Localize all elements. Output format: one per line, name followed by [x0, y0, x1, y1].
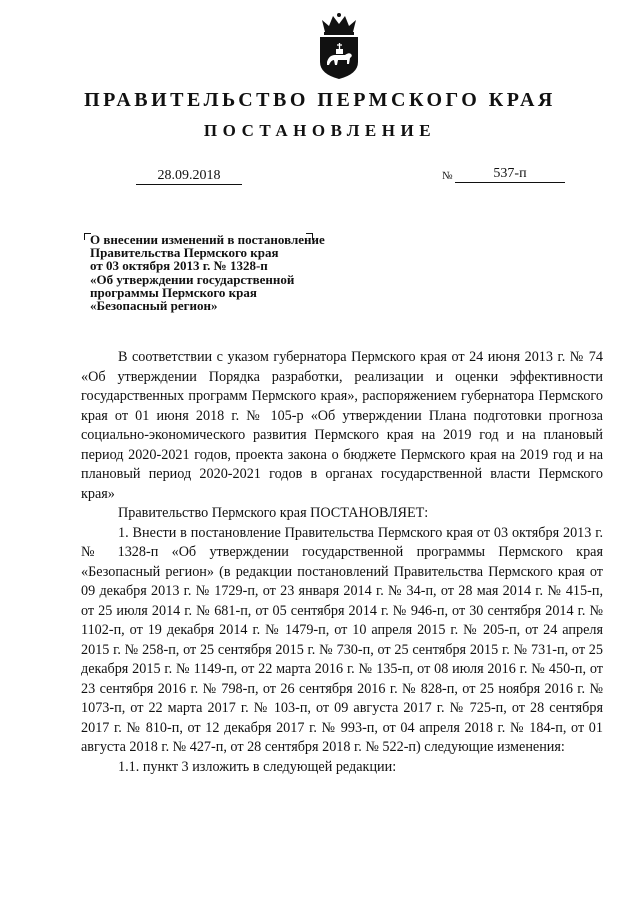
subject-line: «Об утверждении государственной — [90, 271, 295, 287]
subject-line: от 03 октября 2013 г. № 1328-п — [90, 258, 268, 274]
subject-line: Правительства Пермского края — [90, 245, 279, 261]
document-body — [81, 348, 603, 777]
body-paragraph-resolves: Правительство Пермского края ПОСТАНОВЛЯЕТ: — [118, 505, 429, 521]
government-title: ПРАВИТЕЛЬСТВО ПЕРМСКОГО КРАЯ — [84, 89, 556, 111]
body-paragraph-preamble: В соответствии с указом губернатора Пермского края от 24 июня 2013 г. № 74 «Об утверждении Порядка разработки, реализации и оценки эффективности государственных программ Пермского края», распоряжением губернатора Пермского края от 01 июня 2018 г. № 105-р «Об утверждении Плана подготовки прогноза социально-экономического развития Пермского края на 2019 год и на плановый период 2020-2021 годов, проекта закона о бюджете Пермского края на 2019 год и на плановый период 2020-2021 годов в органах государственной власти Пермского края» — [81, 349, 603, 502]
document-number: 537-п — [455, 166, 565, 183]
subject-line: программы Пермского края — [90, 284, 257, 300]
body-paragraph-item-1: 1. Внести в постановление Правительства Пермского края от 03 октября 2013 г. № 1328-п «Об утверждении государственной программы Пермского края «Безопасный регион» (в редакции постановлений Правительства Пермского края от 09 декабря 2013 г. № 1729-п, от 23 января 2014 г. № 34-п, от 28 мая 2014 г. № 415-п, от 25 июля 2014 г. № 681-п, от 05 сентября 2014 г. № 946-п, от 30 сентября 2014 г. № 1102-п, от 19 декабря 2014 г. № 1479-п, от 10 апреля 2015 г. № 205-п, от 24 апреля 2015 г. № 258-п, от 25 сентября 2015 г. № 730-п, от 25 сентября 2015 г. № 731-п, от 25 декабря 2015 г. № 1149-п, от 22 марта 2016 г. № 135-п, от 08 июля 2016 г. № 450-п, от 23 сентября 2016 г. № 798-п, от 26 сентября 2016 г. № 828-п, от 25 ноября 2016 г. № 1073-п, от 22 марта 2017 г. № 103-п, от 09 августа 2017 г. № 725-п, от 28 сентября 2017 г. № 810-п, от 12 декабря 2017 г. № 993-п, от 04 апреля 2018 г. № 184-п, от 01 августа 2018 г. № 427-п, от 28 сентября 2018 г. № 522-п) следующие изменения: — [81, 524, 603, 755]
number-label: № — [442, 170, 453, 182]
subject-line: О внесении изменений в постановление — [90, 232, 325, 247]
document-subject — [90, 233, 380, 312]
document-type: ПОСТАНОВЛЕНИЕ — [203, 121, 437, 140]
body-paragraph-item-1-1: 1.1. пункт 3 изложить в следующей редакции: — [118, 758, 397, 775]
coat-of-arms-icon — [316, 12, 362, 80]
subject-line: «Безопасный регион» — [90, 298, 218, 314]
document-date: 28.09.2018 — [136, 168, 242, 185]
